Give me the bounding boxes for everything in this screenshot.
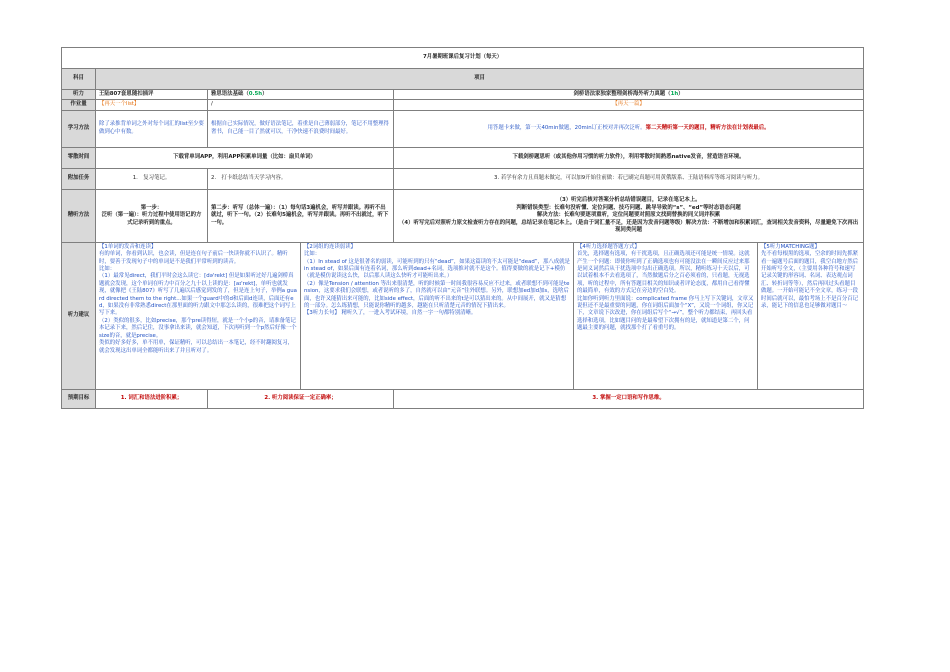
extra-task-more: 3. 若学有余力且真题未做完，可以加9开始往前做：若已刷完真题可用黄俄版系、王陆语料库等练习阅读与听力。 xyxy=(394,168,864,189)
pronunciation-p4: （2）类似的很多，比如precise，那个pre读得短，就是一个小p的音，请准备笔记本记录下来，然后记住，没事拿出来读，就会知道，下次再听到一个p然后好像一个size的音，就是precise。 xyxy=(99,317,297,339)
review-plan-sheet xyxy=(61,47,863,409)
cambridge-label: 剑桥语法家独家整理剑桥海外听力真题（ xyxy=(573,91,671,97)
subject-homework: 作业量 xyxy=(62,100,96,110)
matching-p1: 先不看每根黑的选项，空余的时间先抓紧看一遍题号后面的题目，我空白地方然后开始听写全文，（主要用各种符号和速写记录关键的形容词、名词、表达观点词汇、转折词等等），然后再回过头看题目做题。一开始可能记不全文章，练习一段时间后就可以，最怕考场上不是百分百记录，能记下的信息也足够做对题目～ xyxy=(761,251,859,310)
phrases-p3: （2）像是Tension / attention 等出来很清楚，听的时候第一时间我很容易反应不过来，或者联想不到可能是tension，这要求我们会联想，或者说听的多了，自然就可以由“元音”往外联想。另外，联想加ed加d加s，选啥后面，也许又能猜出来可能的，比如side effect，后面的听不出来的t是可以猜出来的。从中间展开，就又是猜想的一部分。怎么练猜想，只能说你精听的越多，越能在只听清楚元音的情况下猜出来。 xyxy=(304,280,570,310)
subject-extra-task: 附加任务 xyxy=(62,168,96,189)
goal-speaking-writing: 3. 掌握一定口语和写作思维。 xyxy=(394,389,864,408)
method-cambridge xyxy=(394,110,864,147)
grammar-label: 雅思语法基础（ xyxy=(211,91,249,97)
homework-row xyxy=(62,100,864,110)
choice-p1: 首先，选择题有选项，有干扰选项，且正确选项还可能是统一情境。这就产生一个问题：即使你听到了正确选项也有可能没法在一瞬间反应过来那是同义词然后从干扰选项中勾出正确选项。所以，精听练习十天以后，可以试着根本不去看选项了，当然做题后分之百必须看的，只看题，无视选项，听的过程中，所有答题目相关的知识或者评论态度，都用自己看得懂的最简单，有效的方式记在旁边的空白处。 xyxy=(577,251,750,295)
phrases-title: 【2词组的连读弱读】 xyxy=(304,243,356,250)
step-three-c: 解决方法：长难句要逐项重听，定位问题要对照原文找到替换的同义词并积累 xyxy=(536,212,721,219)
subject-goal: 预期目标 xyxy=(62,389,96,408)
step-three-b: 判断错误类型：长难句没听懂、定位问题、技巧问题、跳导导致的“s”、“ed”等时态语态问题 xyxy=(516,204,741,211)
spare-time-words: 下载背单词APP，利用APP积累单词量（比如：扇贝单词） xyxy=(96,147,394,168)
method-day-one: 用答题卡来做，第一天40min做题，20min订正校对并再次泛听。 xyxy=(487,125,646,132)
spare-time-listening: 下载剑桥题思听（或其他你用习惯的听力软件），利用零散时间熟悉native发音，营造语言环境。 xyxy=(394,147,864,168)
step-one-text: 泛听（第一遍）：听力过程中使用语记的方式记录听到的重点。 xyxy=(101,212,202,226)
intensive-step-two: 第二步：听写（总体一遍）：（1）每句话3遍机会，听写并跟读。再听不出就过，听下一句。（2）长难句5遍机会，听写并跟读。再听不出就过，听下一句。 xyxy=(208,189,394,242)
suggestion-pronunciation xyxy=(96,242,301,389)
phrases-p1: 比如： xyxy=(304,251,321,258)
method-grammar: 根据自己实际情况，做好语法笔记，着重是自己薄弱部分，笔记不用整理得奢书，自己能一目了然就可以，干净快速不浪费时间最好。 xyxy=(208,110,394,147)
homework-cambridge: 【再天一篇】 xyxy=(394,100,864,110)
subject-method: 学习方法 xyxy=(62,110,96,147)
plan-title: 7月暑期班课后复习计划（每天） xyxy=(62,48,864,69)
title-row xyxy=(62,48,864,69)
matching-title: 【5听力MATCHING题】 xyxy=(761,243,820,250)
pronunciation-title: 【1单词的发音和连读】 xyxy=(99,243,157,250)
subject-intensive: 精听方法 xyxy=(62,189,96,242)
header-row xyxy=(62,69,864,90)
extra-task-row xyxy=(62,168,864,189)
goal-accuracy: 2. 听力阅读保证一定正确率； xyxy=(208,389,394,408)
method-day-two: 第二天精听第一天的题目，精听方法在计划表最后。 xyxy=(645,125,770,132)
spare-time-row xyxy=(62,147,864,168)
step-three-d: （4）听写完后对照听力原文检查听力存在的问题，总结记录在笔记本上。（是由于词汇量不足，还是因为发音问题等级）解决方法：不断增加和积累词汇，查词相关发音资料，尽量避免下次再出现同类问题 xyxy=(398,219,859,233)
listening-grammar xyxy=(208,90,394,100)
suggestion-choice xyxy=(574,242,758,389)
subject-suggestion: 听力建议 xyxy=(62,242,96,389)
suggestion-row xyxy=(62,242,864,389)
method-wordlist: 除了录推背单词之外对每个词汇的list至少要做到心中有数。 xyxy=(96,110,208,147)
subject-spare-time: 零散时间 xyxy=(62,147,96,168)
grammar-hours: 0.5h xyxy=(248,91,263,97)
homework-grammar: / xyxy=(208,100,394,110)
header-subject: 科目 xyxy=(62,69,96,90)
plan-table xyxy=(61,47,864,409)
listening-row xyxy=(62,90,864,100)
intensive-row xyxy=(62,189,864,242)
step-three-a: （3）听完后核对答案分析总结错误题目，记录在笔记本上。 xyxy=(556,197,701,204)
homework-wordlist: 【再天一个list】 xyxy=(96,100,208,110)
choice-title: 【4听力选择题答题方式】 xyxy=(577,243,640,250)
cambridge-end: ） xyxy=(678,91,684,97)
grammar-end: ） xyxy=(262,91,268,97)
intensive-step-one xyxy=(96,189,208,242)
method-row xyxy=(62,110,864,147)
suggestion-matching xyxy=(758,242,864,389)
pronunciation-p3: （1）最常见direct，我们平时会这么读它：[də'rekt] 但是如果听过好几遍剑桥真题就会发现，这个单词在听力中百分之九十以上读的是：[aɪ'rekt]，单听也就发现，就像把《王陆807》听写了几遍以后感觉到发的了，但是连上句子，举例a guard directed them to the right...如果一个guard中的d和后面d连读，后面还有ed，如果没有非常熟悉direct在那里面的听力跟文中那怎么读的，很难把这个词写上写下来。 xyxy=(99,273,297,317)
extra-task-notes: 1. 复习笔记。 xyxy=(96,168,208,189)
choice-p2: 比如你听到听力里面说：complicated frame 你马上写下关键词，文章又说但还不是最重要的问题，你在词组后面加个“X”，又说一个词组，你又记下，文章说下次改进，你在词组后写个“→√”，整个听力都结束，再回头看选择和选项，比如题目问的是最希望下次拥有的是，就知道是第二个，问题最主要的问题，就找那个打了看重号的。 xyxy=(577,295,754,332)
pronunciation-p2: 比如： xyxy=(99,266,116,273)
phrases-p2: （1）In stead of 这是很著名的弱读，可能听到的只有“dead”，如果这篇读的不太可能是“dead”，那八成就是in stead of，如果后面有连着名词，那么听到dead+名词，选项推对就不是这个。值得要做的就是记下+模仿（就是模仿说读这么快，以后那人读这么快听才可能听出来。） xyxy=(304,258,570,280)
listening-wanglu: 王陆807套恩随扣插评 xyxy=(96,90,208,100)
suggestion-phrases xyxy=(301,242,574,389)
header-item: 项目 xyxy=(96,69,864,90)
intensive-step-three xyxy=(394,189,864,242)
pronunciation-p5: 类似的好多好多，单不用单，保证精听，可以总结出一本笔记，经不时翻阅复习，就会发现这出单词全都能听出来了并且听对了。 xyxy=(99,340,294,354)
listening-cambridge xyxy=(394,90,864,100)
phrases-p4: 【3听力长句】 精听久了，一进入考试环境，自然一字一句都特别清晰。 xyxy=(304,310,477,317)
subject-listening: 听力 xyxy=(62,90,96,100)
cambridge-hours: 1h xyxy=(670,91,679,97)
goal-vocabulary: 1. 词汇和语法进阶积累； xyxy=(96,389,208,408)
pronunciation-p1: 有的单词，你看到认识，也会读，但是连在句子前后一快读你就不认识了。精听时，要善于发现句子中的单词是不是我们平常听到的读音。 xyxy=(99,251,288,265)
extra-task-checkin: 2. 打卡纸总结当天学习内容。 xyxy=(208,168,394,189)
goal-row xyxy=(62,389,864,408)
step-one-title: 第一步： xyxy=(140,204,163,211)
